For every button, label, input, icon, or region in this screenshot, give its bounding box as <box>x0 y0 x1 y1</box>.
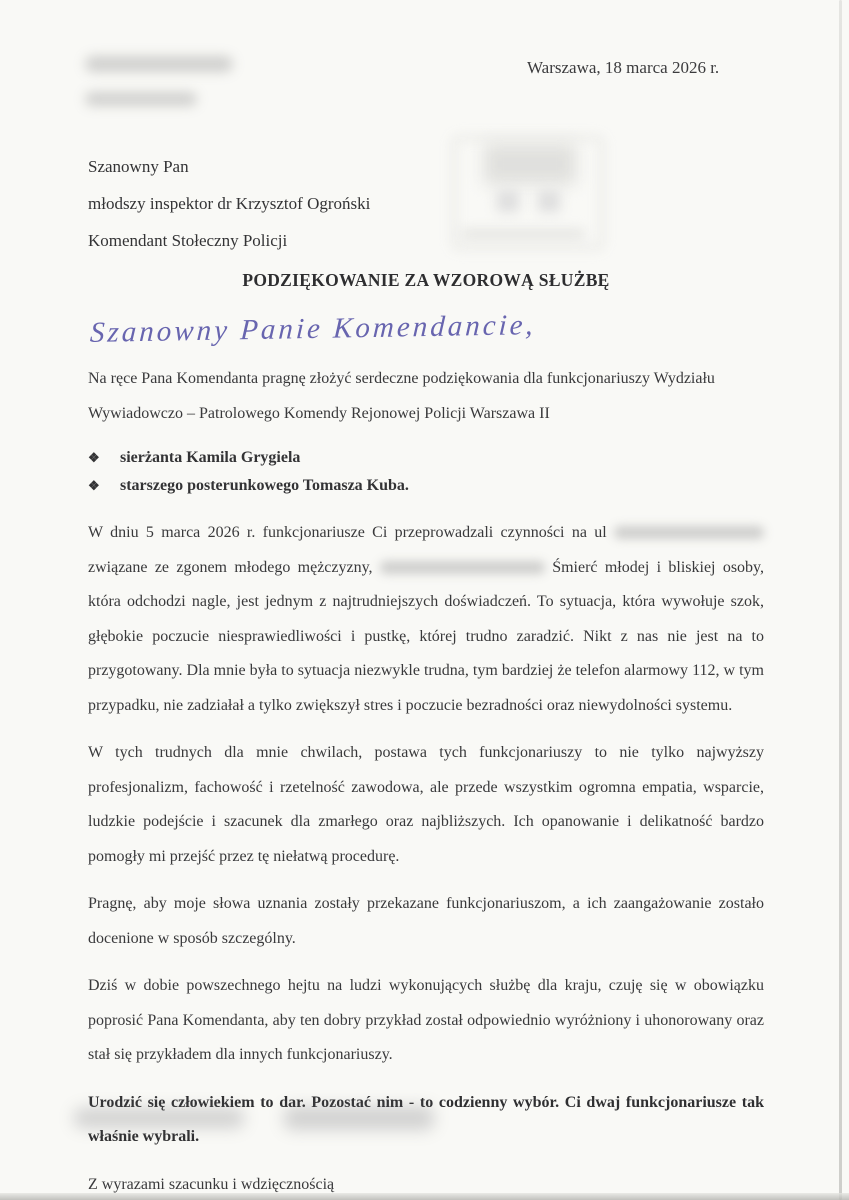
bold-paragraph: Urodzić się człowiekiem to dar. Pozostać nim - to codzienny wybór. Ci dwaj funkcjonariusze tak właśnie wybrali. <box>88 1093 764 1145</box>
redacted-text <box>614 526 764 539</box>
bullet-icon: ❖ <box>88 478 100 493</box>
body-paragraphs <box>88 516 764 1073</box>
letter-date: Warszawa, 18 marca 2026 r. <box>527 58 720 77</box>
recipient-line: Komendant Stołeczny Policji <box>88 231 288 250</box>
handwritten-greeting: Szanowny Panie Komendancie, <box>89 309 537 349</box>
intro-paragraph: Na ręce Pana Komendanta pragnę złożyć serdeczne podziękowania dla funkcjonariuszy Wydziału Wywiadowczo – Patrolowego Komendy Rejonowej Policji Warszawa II <box>88 370 715 422</box>
body-paragraph: W tych trudnych dla mnie chwilach, postawa tych funkcjonariuszy to nie tylko najwyższy profesjonalizm, fachowość i rzetelność zawodowa, ale przede wszystkim ogromna empatia, wsparcie, ludzkie podejście i szacunek dla zmarłego oraz najbliższych. Ich opanowanie i delikatność bardzo pomogły mi przejść przez tę niełatwą procedurę. <box>88 744 764 865</box>
recipient-block <box>88 148 370 259</box>
recipient-line: młodszy inspektor dr Krzysztof Ogroński <box>88 194 371 213</box>
closing-line: Z wyrazami szacunku i wdzięcznością <box>88 1175 335 1193</box>
recipient-line: Szanowny Pan <box>88 157 189 176</box>
stamp-blur-blob <box>538 190 560 212</box>
sender-redacted-line <box>85 92 197 106</box>
scan-edge-bottom <box>0 1193 849 1200</box>
stamp-blur-blob <box>497 190 519 212</box>
scan-edge-right <box>839 0 842 1200</box>
body-paragraph: Pragnę, aby moje słowa uznania zostały przekazane funkcjonariuszom, a ich zaangażowanie zostało docenione w sposób szczególny. <box>88 895 764 947</box>
stamp-blur-blob <box>484 144 576 184</box>
stamp-redacted <box>452 136 604 250</box>
signature-blur-blob <box>284 1106 434 1130</box>
signature-redacted <box>74 1100 454 1150</box>
letter-title: PODZIĘKOWANIE ZA WZOROWĄ SŁUŻBĘ <box>242 270 610 290</box>
body-paragraph: Dziś w dobie powszechnego hejtu na ludzi wykonujących służbę dla kraju, czuję się w obowiązku poprosić Pana Komendanta, aby ten dobry przykład został odpowiednio wyróżniony i uhonorowany oraz stał się przykładem dla innych funkcjonariuszy. <box>88 977 764 1063</box>
officer-item <box>88 444 764 472</box>
bullet-icon: ❖ <box>88 450 100 465</box>
stamp-blur-blob <box>462 230 584 238</box>
sender-redacted-line <box>85 56 233 72</box>
signature-blur-blob <box>74 1108 244 1128</box>
body-paragraph: W dniu 5 marca 2026 r. funkcjonariusze Ci przeprowadzali czynności na ul związane ze zgonem młodego mężczyzny, Śmierć młodej i bliskiej osoby, która odchodzi nagle, jest jednym z najtrudniejszych doświadczeń. To sytuacja, która wywołuje szok, głębokie poczucie niesprawiedliwości i pustkę, której trudno zaradzić. Nikt z nas nie jest na to przygotowany. Dla mnie była to sytuacja niezwykle trudna, tym bardziej że telefon alarmowy 112, w tym przypadku, nie zadziałał a tylko zwiększył stres i poczucie bezradności oraz niewydolności systemu. <box>88 524 765 714</box>
officer-item <box>88 472 764 500</box>
officer-list <box>88 444 764 500</box>
redacted-text <box>380 561 545 574</box>
letter-content <box>88 270 764 1200</box>
officer-name: sierżanta Kamila Grygiela <box>120 449 301 466</box>
officer-name: starszego posterunkowego Tomasza Kuba. <box>120 477 409 494</box>
